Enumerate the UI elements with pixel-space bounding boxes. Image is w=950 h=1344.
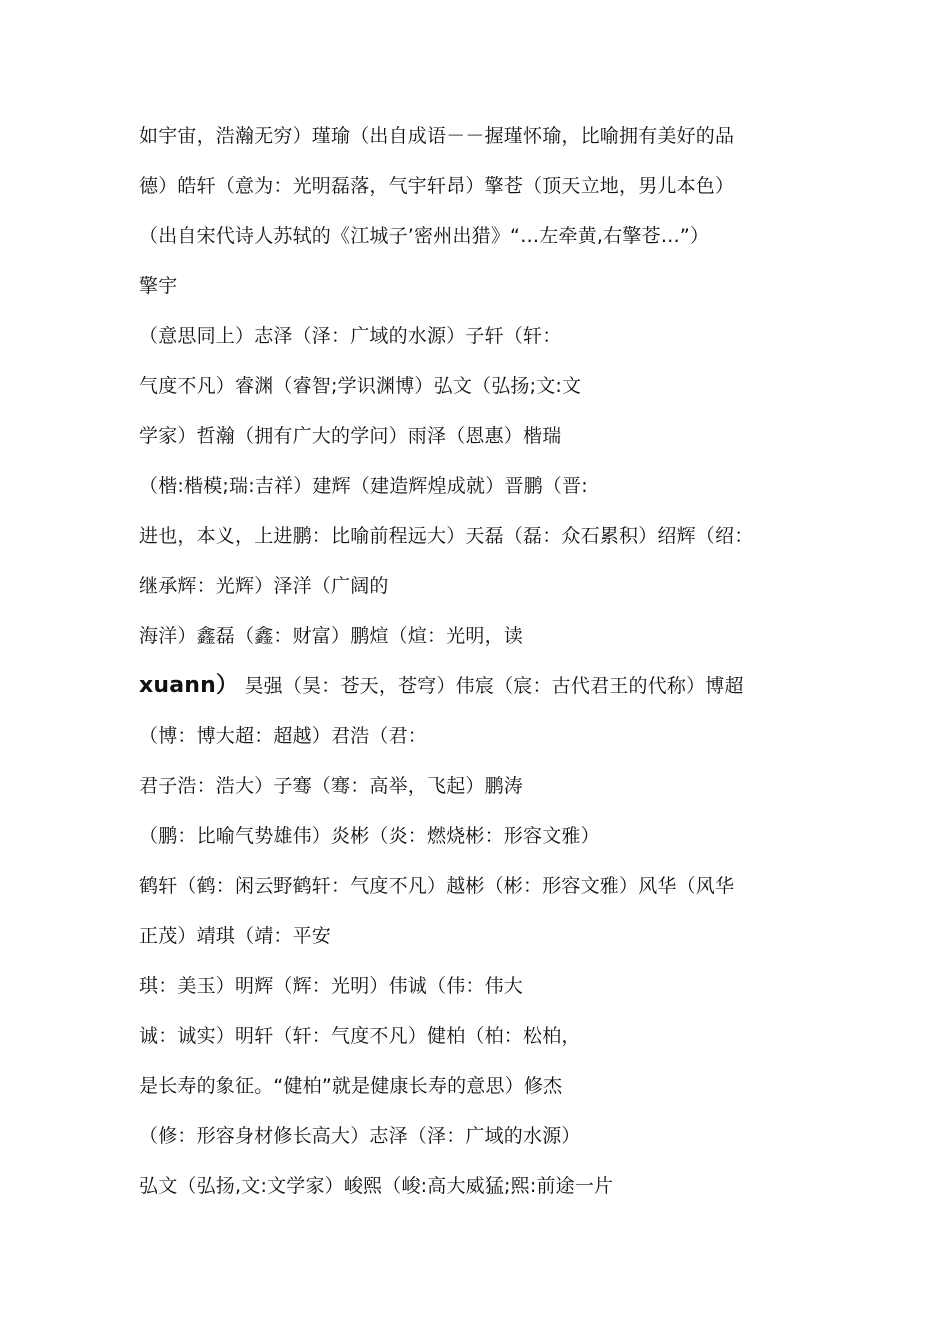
text-line: 鹤轩（鹤：闲云野鹤轩：气度不凡）越彬（彬：形容文雅）风华（风华: [139, 875, 735, 897]
text-line: 海洋）鑫磊（鑫：财富）鹏煊（煊：光明，读: [139, 625, 524, 647]
text-line: 琪：美玉）明辉（辉：光明）伟诚（伟：伟大: [139, 975, 524, 997]
text-line: （意思同上）志泽（泽：广域的水源）子轩（轩：: [139, 325, 562, 347]
text-line: 德）皓轩（意为：光明磊落，气宇轩昂）擎苍（顶天立地，男儿本色）: [139, 175, 735, 197]
text-line: （楷:楷模;瑞:吉祥）建辉（建造辉煌成就）晋鹏（晋:: [139, 475, 588, 497]
document-body: [139, 116, 839, 1216]
text-line: （修：形容身材修长高大）志泽（泽：广域的水源）: [139, 1125, 581, 1147]
text-line: 是长寿的象征。“健柏”就是健康长寿的意思）修杰: [139, 1075, 563, 1097]
text-line: 继承辉：光辉）泽洋（广阔的: [139, 575, 389, 597]
text-line: 正茂）靖琪（靖：平安: [139, 925, 332, 947]
text-line: 君子浩：浩大）子骞（骞：高举，飞起）鹏涛: [139, 775, 524, 797]
text-line: （博：博大超：超越）君浩（君：: [139, 725, 428, 747]
text-line: 气度不凡）睿渊（睿智;学识渊博）弘文（弘扬;文:文: [139, 375, 582, 397]
text-line: （出自宋代诗人苏轼的《江城子’密州出猎》“…左牵黄,右擎苍…”）: [139, 225, 710, 247]
text-line: 如宇宙，浩瀚无穷）瑾瑜（出自成语－－握瑾怀瑜，比喻拥有美好的品: [139, 125, 735, 147]
text-line-mixed: [139, 666, 839, 716]
text-line: 进也，本义，上进鹏：比喻前程远大）天磊（磊：众石累积）绍辉（绍：: [139, 525, 754, 547]
text-line: 学家）哲瀚（拥有广大的学问）雨泽（恩惠）楷瑞: [139, 425, 562, 447]
text-line: 弘文（弘扬,文:文学家）峻熙（峻:高大威猛;熙:前途一片: [139, 1175, 614, 1197]
text-run: 昊强（昊：苍天，苍穹）伟宸（宸：古代君王的代称）博超: [244, 675, 744, 697]
text-line: （鹏：比喻气势雄伟）炎彬（炎：燃烧彬：形容文雅）: [139, 825, 600, 847]
latin-run: xuann）: [139, 673, 239, 698]
text-line: 擎宇: [139, 275, 178, 297]
text-line: 诚：诚实）明轩（轩：气度不凡）健柏（柏：松柏，: [139, 1025, 581, 1047]
